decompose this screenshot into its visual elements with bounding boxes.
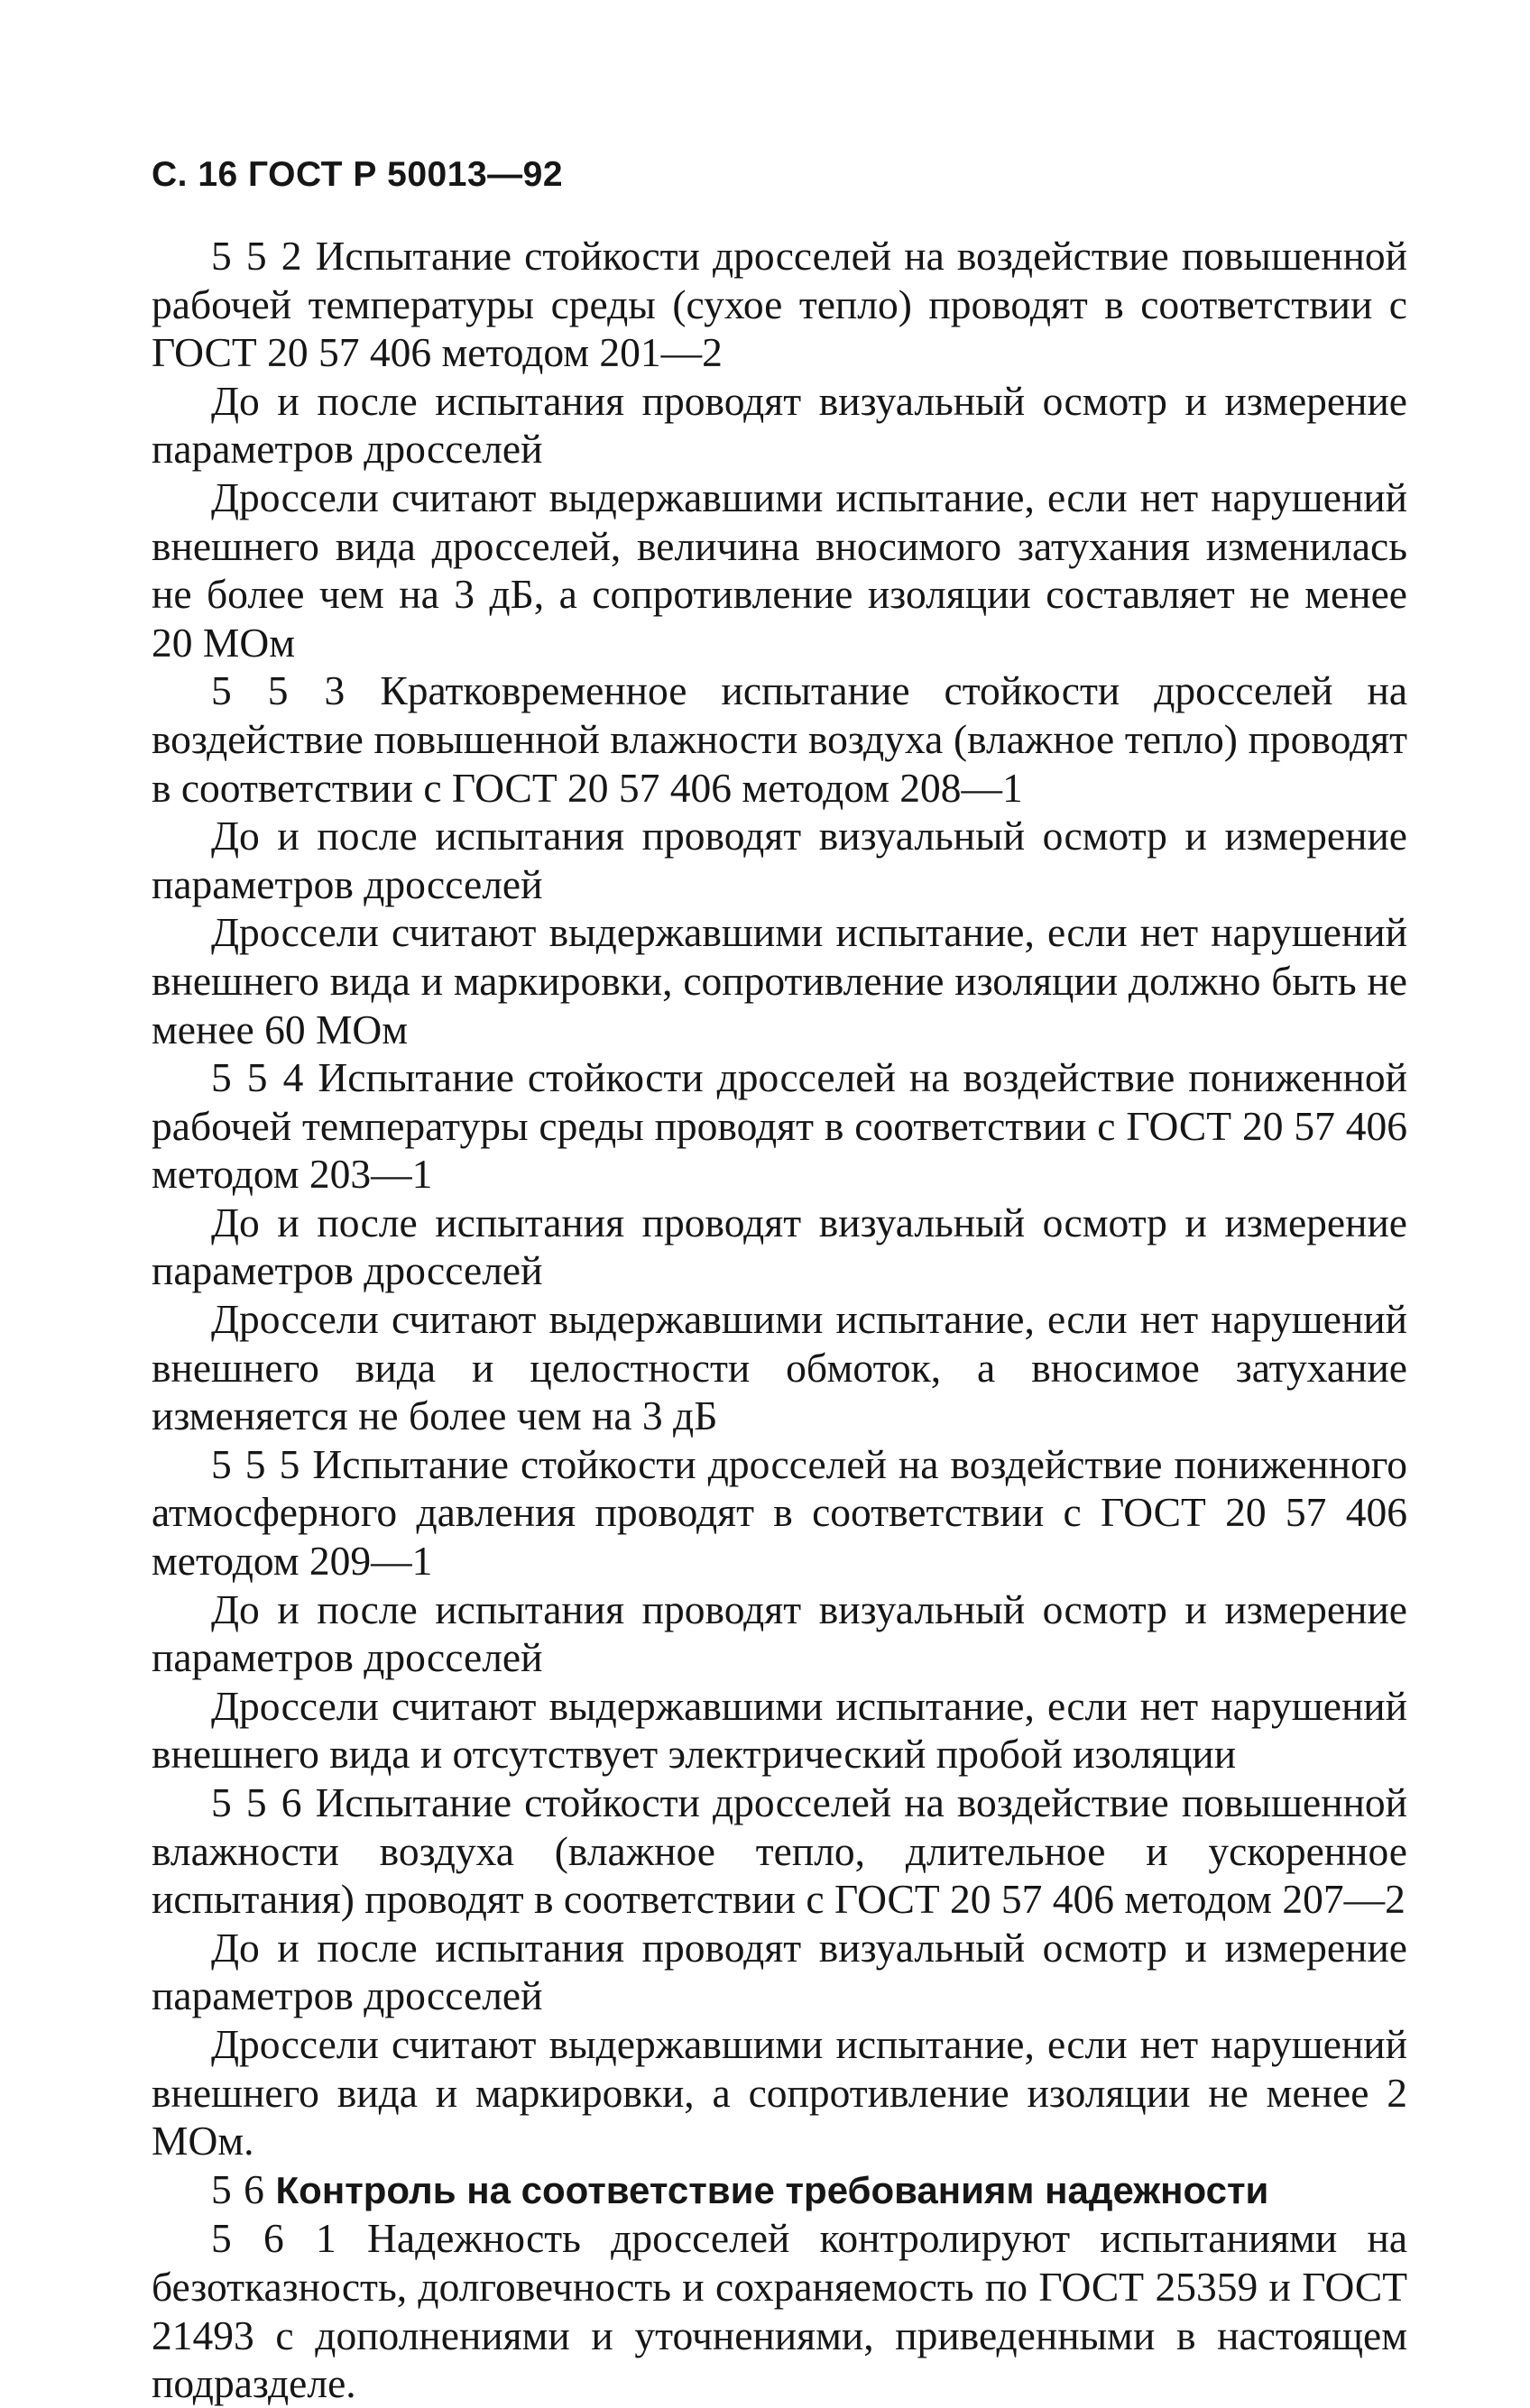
clause-number: 5 6 1: [211, 2215, 337, 2262]
paragraph: [152, 1682, 1407, 1778]
paragraph-5-5-2: [152, 232, 1407, 377]
clause-number: 5 6: [211, 2165, 265, 2212]
paragraph-5-5-6: [152, 1778, 1407, 1924]
paragraph-text: Дроссели считают выдержавшими испытание, если нет нарушений внешнего вида дросселей, величина вносимого затухания изменилась не более чем на 3 дБ, а сопротивление изоляции составляет не менее 20 МОм: [152, 473, 1407, 666]
clause-number: 5 5 3: [211, 667, 346, 714]
paragraph: [152, 1585, 1407, 1682]
paragraph: [152, 812, 1407, 908]
paragraph-5-6-1: [152, 2214, 1407, 2407]
paragraph-text: До и после испытания проводят визуальный осмотр и измерение параметров дросселей: [152, 813, 1407, 907]
paragraph: [152, 2020, 1407, 2165]
document-page: [152, 153, 1407, 2408]
page-header: С. 16 ГОСТ Р 50013—92: [152, 155, 564, 194]
paragraph: [152, 473, 1407, 666]
paragraph-text: Дроссели считают выдержавшими испытание, если нет нарушений внешнего вида и целостности обмоток, а вносимое затухание изменяется не более чем на 3 дБ: [152, 1296, 1407, 1439]
paragraph: [152, 908, 1407, 1053]
paragraph: [152, 1295, 1407, 1440]
paragraph-text: Надежность дросселей контролируют испытаниями на безотказность, долговечность и сохраняемость по ГОСТ 25359 и ГОСТ 21493 с дополнениями и уточнениями, приведенными в настоящем подразделе.: [152, 2215, 1408, 2407]
paragraph-text: До и после испытания проводят визуальный осмотр и измерение параметров дросселей: [152, 1199, 1407, 1294]
paragraph-5-5-5: [152, 1440, 1407, 1585]
paragraph-text: Кратковременное испытание стойкости дросселей на воздействие повышенной влажности воздуха (влажное тепло) проводят в соответствии с ГОСТ 20 57 406 методом 208—1: [152, 667, 1408, 811]
paragraph-5-5-4: [152, 1053, 1407, 1199]
paragraph-text: Дроссели считают выдержавшими испытание, если нет нарушений внешнего вида и маркировки, сопротивление изоляции должно быть не менее 60 МОм: [152, 909, 1407, 1052]
paragraph-text: Испытание стойкости дросселей на воздействие пониженного атмосферного давления проводят в соответствии с ГОСТ 20 57 406 методом 209—1: [152, 1440, 1408, 1585]
clause-number: 5 5 4: [211, 1054, 305, 1101]
section-heading-text: Контроль на соответствие требованиям надежности: [275, 2168, 1269, 2211]
paragraph: [152, 1199, 1407, 1295]
paragraph-text: До и после испытания проводят визуальный осмотр и измерение параметров дросселей: [152, 1924, 1407, 2019]
paragraph: [152, 377, 1407, 473]
paragraph-text: Испытание стойкости дросселей на воздействие повышенной рабочей температуры среды (сухое тепло) проводят в соответствии с ГОСТ 20 57 406 методом 201—2: [152, 233, 1408, 376]
paragraph-text: До и после испытания проводят визуальный осмотр и измерение параметров дросселей: [152, 377, 1407, 473]
paragraph-text: Дроссели считают выдержавшими испытание, если нет нарушений внешнего вида и маркировки, а сопротивление изоляции не менее 2 МОм.: [152, 2020, 1407, 2164]
clause-number: 5 5 5: [211, 1440, 301, 1487]
clause-number: 5 5 6: [211, 1779, 303, 1825]
clause-number: 5 5 2: [211, 233, 303, 279]
paragraph-text: Испытание стойкости дросселей на воздействие повышенной влажности воздуха (влажное тепло, длительное и ускоренное испытания) проводят в соответствии с ГОСТ 20 57 406 методом 207—2: [152, 1779, 1408, 1923]
paragraph-text: До и после испытания проводят визуальный осмотр и измерение параметров дросселей: [152, 1585, 1407, 1681]
paragraph-text: Испытание стойкости дросселей на воздействие пониженной рабочей температуры среды проводят в соответствии с ГОСТ 20 57 406 методом 203—1: [152, 1054, 1408, 1198]
paragraph-text: Дроссели считают выдержавшими испытание, если нет нарушений внешнего вида и отсутствует электрический пробой изоляции: [152, 1682, 1407, 1778]
paragraph-5-5-3: [152, 666, 1407, 812]
paragraph: [152, 1924, 1407, 2020]
section-heading-5-6: [152, 2165, 1407, 2215]
